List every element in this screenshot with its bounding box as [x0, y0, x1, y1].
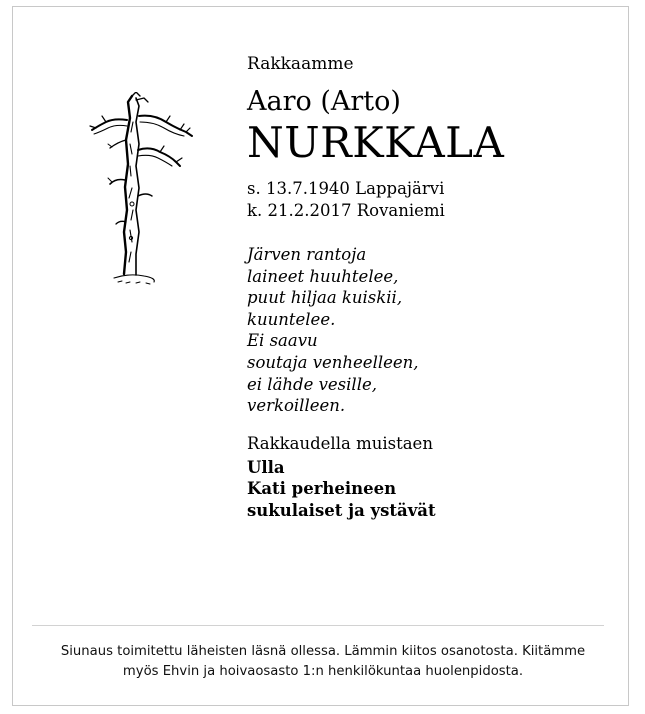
poem-line: verkoilleen.	[247, 396, 346, 416]
mourner-name: sukulaiset ja ystävät	[247, 500, 436, 520]
mourners-list	[247, 457, 617, 522]
death-date: k. 21.2.2017 Rovaniemi	[247, 201, 445, 220]
notice-content	[247, 54, 617, 521]
intro-text: Rakkaamme	[247, 54, 354, 74]
life-dates	[247, 178, 617, 222]
poem-line: Ei saavu	[247, 331, 318, 351]
footer-line: myös Ehvin ja hoivaosasto 1:n henkilökuntaa huolenpidosta.	[122, 664, 524, 679]
memorial-poem	[247, 244, 617, 417]
poem-line: kuuntelee.	[247, 309, 336, 329]
footer-line: Siunaus toimitettu läheisten läsnä ollessa. Lämmin kiitos osanotosta. Kiitämme	[60, 644, 586, 659]
poem-line: puut hiljaa kuiskii,	[247, 288, 403, 308]
poem-line: ei lähde vesille,	[247, 374, 377, 394]
dead-tree-icon	[84, 92, 194, 286]
poem-line: soutaja venheelleen,	[247, 352, 419, 372]
mourner-name: Kati perheineen	[247, 479, 397, 499]
deceased-first-name: Aaro (Arto)	[247, 86, 401, 117]
birth-date: s. 13.7.1940 Lappajärvi	[247, 179, 445, 198]
footer-note	[24, 642, 622, 682]
footer-divider	[32, 625, 604, 626]
poem-line: laineet huuhtelee,	[247, 266, 399, 286]
poem-line: Järven rantoja	[247, 245, 367, 264]
deceased-surname: NURKKALA	[247, 118, 505, 167]
mourner-name: Ulla	[247, 457, 285, 477]
remembering-text: Rakkaudella muistaen	[247, 433, 433, 453]
